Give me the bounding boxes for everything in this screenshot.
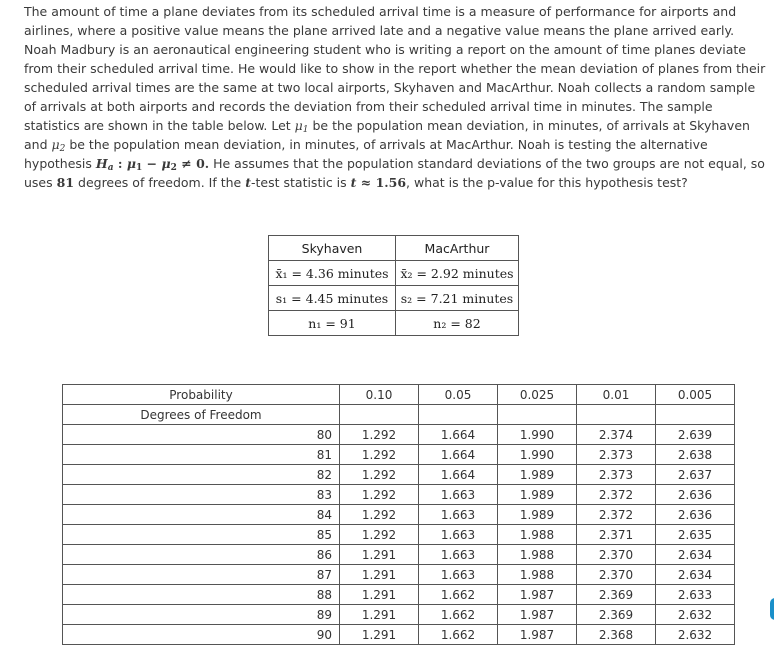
t-letter: t [245,175,251,190]
mean-macarthur: x̄₂ = 2.92 minutes [396,261,519,286]
prob-col-1: 0.05 [419,385,498,405]
table-row [63,505,735,525]
t-critical-value: 2.634 [656,545,735,565]
empty-cell [656,405,735,425]
t-critical-value: 2.369 [577,605,656,625]
t-critical-value: 2.372 [577,485,656,505]
table-row [63,625,735,645]
t-critical-value: 1.989 [498,505,577,525]
t-critical-value: 1.988 [498,565,577,585]
t-critical-value: 1.292 [340,465,419,485]
t-critical-value: 2.632 [656,605,735,625]
t-critical-value: 1.988 [498,525,577,545]
t-critical-value: 1.291 [340,605,419,625]
t-critical-value: 1.663 [419,485,498,505]
t-critical-value: 2.373 [577,465,656,485]
t-critical-value: 1.662 [419,625,498,645]
table-row [63,465,735,485]
df-cell: 84 [63,505,340,525]
problem-intro: The amount of time a plane deviates from its scheduled arrival time is a measure of performance for airports and airlines, where a positive value means the plane arrived late and a negative value means the plane arrived early. Noah Madbury is an aeronautical engineering student who is writing a report on the amount of time planes deviate from their scheduled arrival time. He would like to show in the report whether the mean deviation of planes from their scheduled arrival times are the same at two local airports, Skyhaven and MacArthur. Noah collects a random sample of arrivals at both airports and records the deviation from their scheduled arrival time in minutes. The sample statistics are shown in the table below. Let [24,4,766,133]
t-critical-value: 2.633 [656,585,735,605]
df-value: 81 [56,175,75,190]
t-critical-value: 1.987 [498,605,577,625]
header-macarthur: MacArthur [396,236,519,261]
header-skyhaven: Skyhaven [269,236,396,261]
alt-hypothesis: $H_a$ : $\mu_1 - \mu_2 \ne 0$. [95,156,210,173]
t-critical-value: 1.291 [340,625,419,645]
df-header-row [63,405,735,425]
prob-col-4: 0.005 [656,385,735,405]
t-critical-value: 2.370 [577,565,656,585]
problem-text-fragment: -test statistic is [251,175,351,190]
t-critical-value: 1.990 [498,445,577,465]
t-distribution-table [62,384,735,645]
t-critical-value: 1.291 [340,545,419,565]
t-critical-value: 2.632 [656,625,735,645]
mean-skyhaven: x̄₁ = 4.36 minutes [269,261,396,286]
t-critical-value: 1.664 [419,445,498,465]
probability-header-row [63,385,735,405]
sd-skyhaven: s₁ = 4.45 minutes [269,286,396,311]
t-statistic: t ≈ 1.56 [350,175,407,190]
sd-macarthur: s₂ = 7.21 minutes [396,286,519,311]
df-cell: 89 [63,605,340,625]
t-critical-value: 1.291 [340,585,419,605]
table-row [63,525,735,545]
t-critical-value: 2.634 [656,565,735,585]
t-critical-value: 2.368 [577,625,656,645]
t-critical-value: 2.639 [656,425,735,445]
t-critical-value: 1.990 [498,425,577,445]
empty-cell [340,405,419,425]
t-critical-value: 1.292 [340,525,419,545]
t-critical-value: 1.989 [498,465,577,485]
empty-cell [577,405,656,425]
mu2-symbol: $\mu_2$ [51,137,66,154]
problem-assumption: He assumes that the population standard deviations of the two groups are not equal, so uses [24,156,765,190]
t-critical-value: 2.369 [577,585,656,605]
prob-col-2: 0.025 [498,385,577,405]
table-row [63,445,735,465]
t-critical-value: 2.372 [577,505,656,525]
t-critical-value: 1.987 [498,625,577,645]
t-critical-value: 1.291 [340,565,419,585]
problem-question: , what is the p-value for this hypothesis test? [406,175,688,190]
df-cell: 82 [63,465,340,485]
t-critical-value: 1.662 [419,585,498,605]
t-critical-value: 2.636 [656,485,735,505]
df-cell: 87 [63,565,340,585]
t-critical-value: 1.989 [498,485,577,505]
table-row [63,425,735,445]
t-critical-value: 1.663 [419,525,498,545]
table-row [63,585,735,605]
table-row [63,545,735,565]
t-critical-value: 1.664 [419,465,498,485]
empty-cell [498,405,577,425]
t-critical-value: 2.370 [577,545,656,565]
n-skyhaven: n₁ = 91 [269,311,396,336]
prob-col-3: 0.01 [577,385,656,405]
prob-col-0: 0.10 [340,385,419,405]
t-critical-value: 2.373 [577,445,656,465]
t-critical-value: 1.988 [498,545,577,565]
problem-mu2-def: be the population mean deviation, in minutes, of arrivals at MacArthur. Noah is testing the alternative hypothesis [24,137,708,171]
t-critical-value: 1.292 [340,425,419,445]
t-critical-value: 2.374 [577,425,656,445]
t-critical-value: 1.292 [340,485,419,505]
t-critical-value: 2.635 [656,525,735,545]
probability-label: Probability [63,385,340,405]
t-critical-value: 1.662 [419,605,498,625]
t-critical-value: 2.636 [656,505,735,525]
df-cell: 86 [63,545,340,565]
df-cell: 85 [63,525,340,545]
t-critical-value: 1.292 [340,445,419,465]
problem-mu1-def: be the population mean deviation, in minutes, of arrivals at Skyhaven and [24,118,750,152]
t-critical-value: 1.987 [498,585,577,605]
n-macarthur: n₂ = 82 [396,311,519,336]
mu1-symbol: $\mu_1$ [294,118,309,135]
t-critical-value: 1.664 [419,425,498,445]
sample-statistics-table [268,235,519,336]
df-cell: 83 [63,485,340,505]
empty-cell [419,405,498,425]
t-critical-value: 1.663 [419,545,498,565]
scroll-edge-indicator [770,598,774,620]
t-critical-value: 2.371 [577,525,656,545]
t-critical-value: 1.663 [419,565,498,585]
t-critical-value: 2.637 [656,465,735,485]
t-critical-value: 1.292 [340,505,419,525]
problem-text [24,2,769,192]
t-critical-value: 2.638 [656,445,735,465]
df-cell: 81 [63,445,340,465]
table-row [63,565,735,585]
df-cell: 80 [63,425,340,445]
df-cell: 88 [63,585,340,605]
df-cell: 90 [63,625,340,645]
table-row [63,485,735,505]
t-critical-value: 1.663 [419,505,498,525]
df-label: Degrees of Freedom [63,405,340,425]
table-row [63,605,735,625]
problem-text-fragment: degrees of freedom. If the [74,175,246,190]
